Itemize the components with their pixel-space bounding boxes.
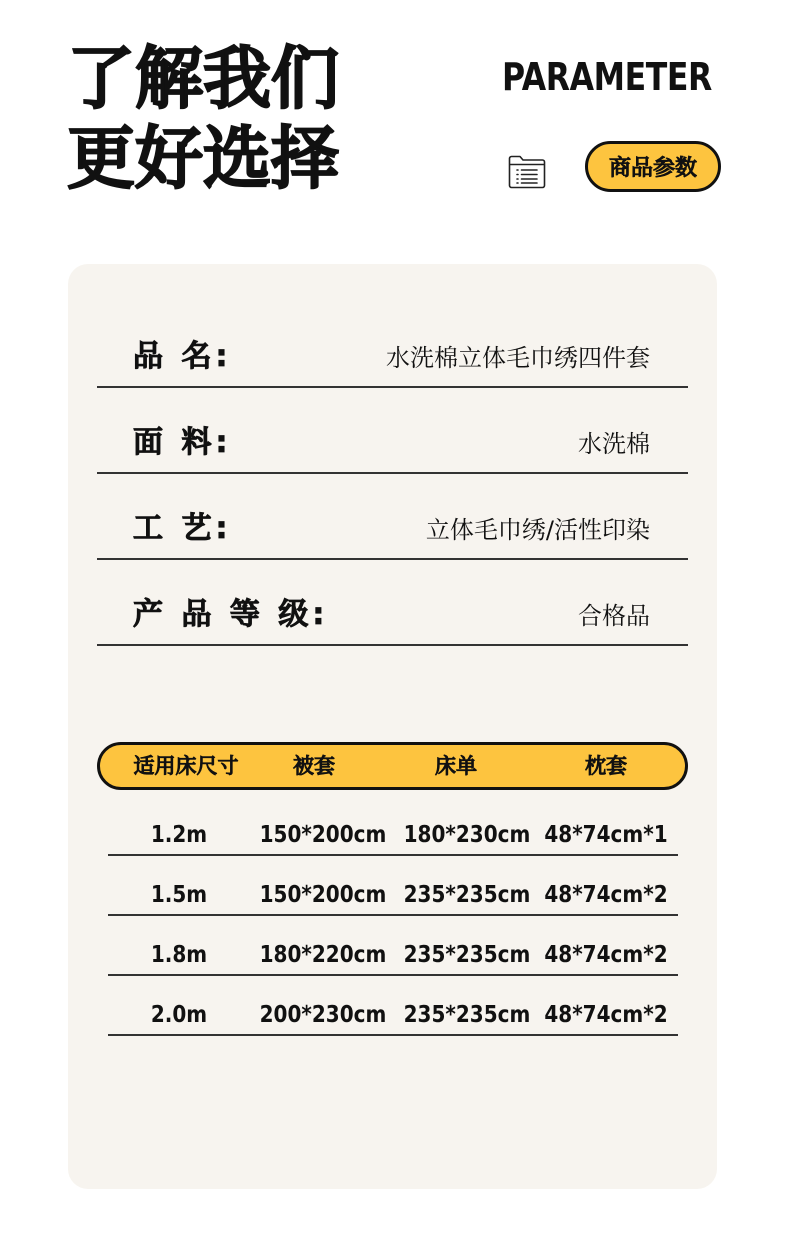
hero-title	[67, 40, 339, 200]
spec-label: 品 名:	[133, 339, 232, 374]
size-table-body	[108, 796, 678, 1036]
table-header-bed-sheet: 床单	[435, 754, 477, 778]
table-cell-bed-sheet: 235*235cm	[403, 942, 531, 968]
spec-value: 水洗棉	[578, 430, 650, 458]
table-cell-bed-sheet: 235*235cm	[403, 1002, 531, 1028]
table-row	[108, 976, 678, 1036]
table-cell-pillowcase: 48*74cm*2	[544, 942, 668, 968]
table-header-duvet-cover: 被套	[293, 754, 335, 778]
parameter-heading: PARAMETER	[502, 55, 712, 99]
table-cell-pillowcase: 48*74cm*1	[544, 822, 668, 848]
spec-list	[97, 302, 688, 646]
table-cell-bed-size: 1.2m	[150, 822, 208, 848]
table-cell-bed-sheet: 235*235cm	[403, 882, 531, 908]
table-row	[108, 856, 678, 916]
table-cell-duvet-cover: 200*230cm	[259, 1002, 387, 1028]
table-cell-pillowcase: 48*74cm*2	[544, 882, 668, 908]
table-cell-bed-size: 1.8m	[150, 942, 208, 968]
table-cell-bed-size: 2.0m	[150, 1002, 208, 1028]
table-header-bed-size: 适用床尺寸	[133, 754, 239, 778]
table-row	[108, 796, 678, 856]
hero-title-line-2: 更好选择	[67, 120, 340, 199]
spec-label: 产 品 等 级:	[133, 597, 329, 632]
product-parameters-tag-button[interactable]: 商品参数	[585, 141, 721, 192]
size-table-header	[97, 742, 688, 790]
hero-title-line-1: 了解我们	[67, 40, 340, 119]
table-cell-pillowcase: 48*74cm*2	[544, 1002, 668, 1028]
table-cell-duvet-cover: 150*200cm	[259, 822, 387, 848]
spec-label: 工 艺:	[133, 511, 232, 546]
table-cell-duvet-cover: 180*220cm	[259, 942, 387, 968]
spec-value: 立体毛巾绣/活性印染	[425, 516, 650, 544]
spec-label: 面 料:	[133, 425, 232, 460]
spec-row-product-name	[97, 302, 688, 388]
spec-row-material	[97, 388, 688, 474]
spec-value: 合格品	[578, 602, 650, 630]
table-row	[108, 916, 678, 976]
table-cell-bed-sheet: 180*230cm	[403, 822, 531, 848]
document-list-icon	[508, 155, 546, 189]
spec-value: 水洗棉立体毛巾绣四件套	[386, 344, 650, 372]
parameter-card	[68, 264, 717, 1189]
table-header-pillowcase: 枕套	[585, 754, 627, 778]
spec-row-craft	[97, 474, 688, 560]
table-cell-duvet-cover: 150*200cm	[259, 882, 387, 908]
spec-row-grade	[97, 560, 688, 646]
table-cell-bed-size: 1.5m	[150, 882, 208, 908]
